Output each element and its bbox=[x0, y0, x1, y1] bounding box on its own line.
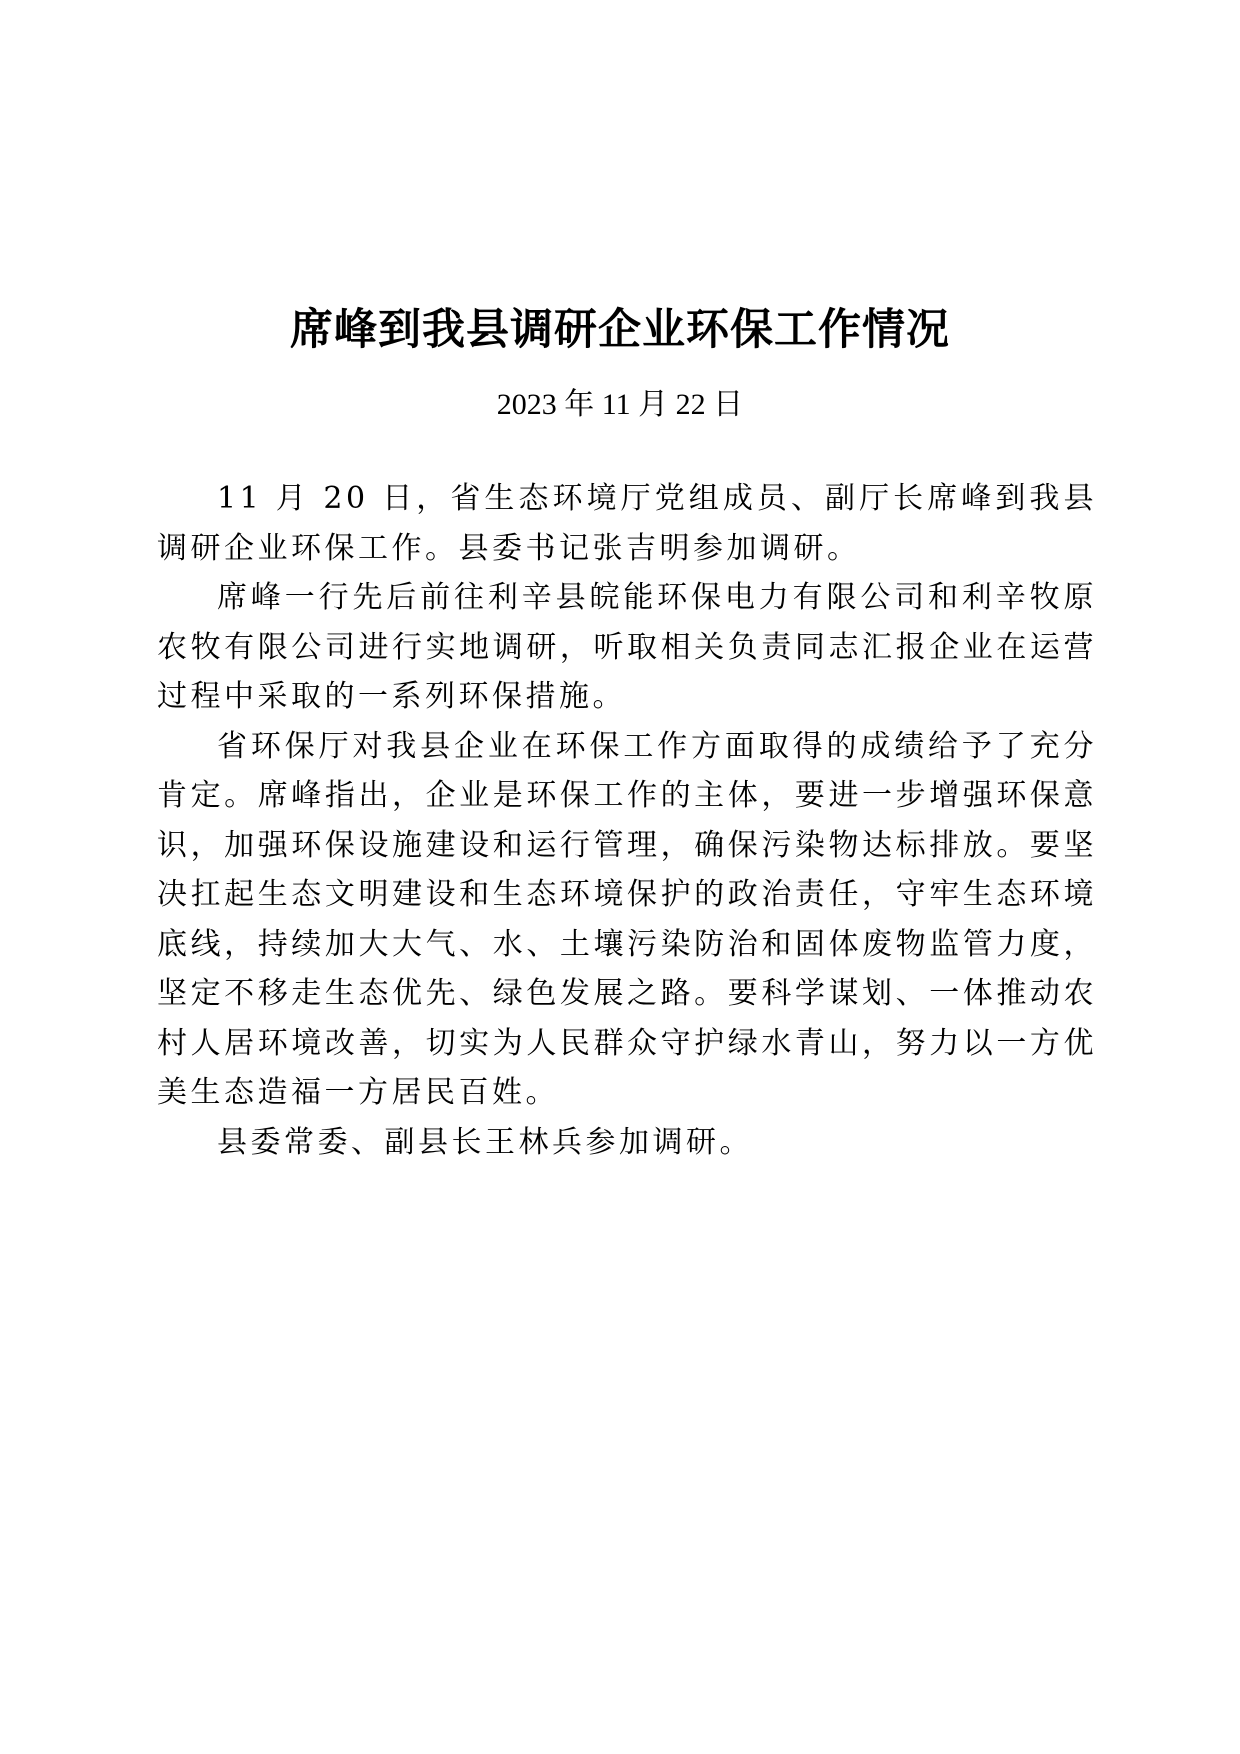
document-body bbox=[157, 474, 1097, 1167]
body-paragraph: 省环保厅对我县企业在环保工作方面取得的成绩给予了充分肯定。席峰指出，企业是环保工作的主体，要进一步增强环保意识，加强环保设施建设和运行管理，确保污染物达标排放。要坚决扛起生态文明建设和生态环境保护的政治责任，守牢生态环境底线，持续加大大气、水、土壤污染防治和固体废物监管力度，坚定不移走生态优先、绿色发展之路。要科学谋划、一体推动农村人居环境改善，切实为人民群众守护绿水青山，努力以一方优美生态造福一方居民百姓。 bbox=[157, 728, 1097, 1110]
body-paragraph: 11 月 20 日，省生态环境厅党组成员、副厅长席峰到我县调研企业环保工作。县委书记张吉明参加调研。 bbox=[157, 481, 1097, 566]
body-paragraph: 席峰一行先后前往利辛县皖能环保电力有限公司和利辛牧原农牧有限公司进行实地调研，听取相关负责同志汇报企业在运营过程中采取的一系列环保措施。 bbox=[157, 580, 1097, 714]
body-paragraph: 县委常委、副县长王林兵参加调研。 bbox=[217, 1124, 753, 1160]
document-title: 席峰到我县调研企业环保工作情况 bbox=[290, 305, 950, 355]
document-date: 2023 年 11 月 22 日 bbox=[496, 388, 744, 421]
